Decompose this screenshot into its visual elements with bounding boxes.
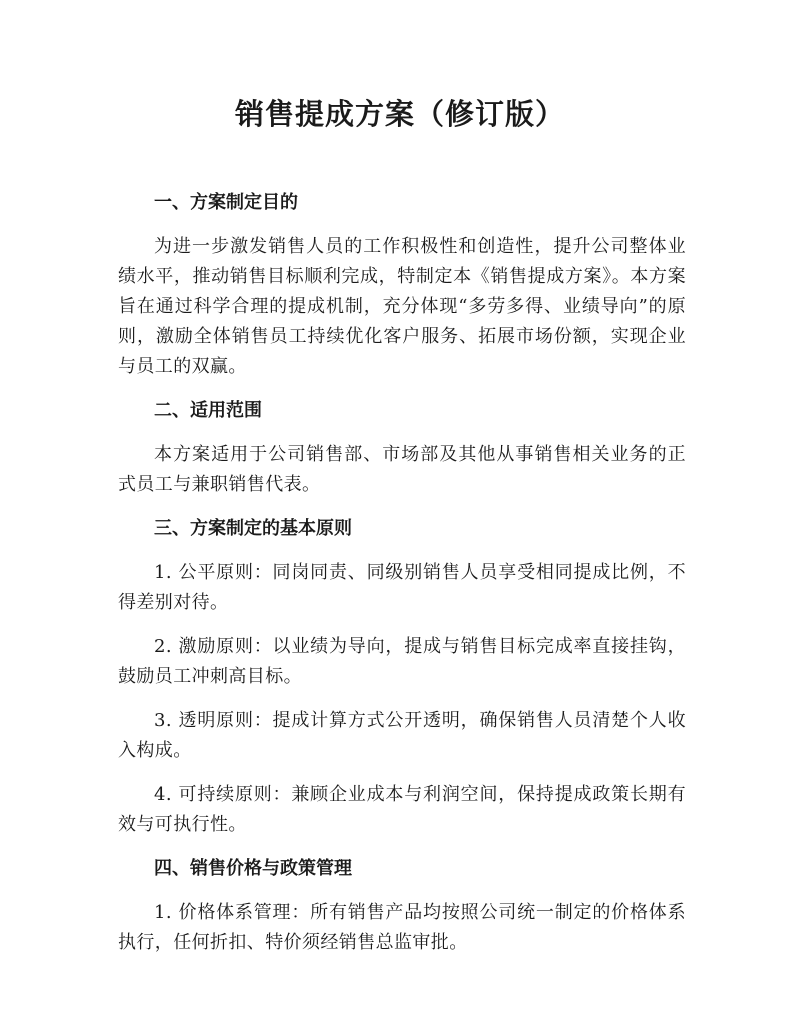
section-pricing-policy	[118, 854, 686, 958]
section-scope	[118, 396, 686, 500]
list-item: 4. 可持续原则：兼顾企业成本与利润空间，保持提成政策长期有效与可执行性。	[118, 784, 686, 835]
list-item: 2. 激励原则：以业绩为导向，提成与销售目标完成率直接挂钩，鼓励员工冲刺高目标。	[118, 636, 686, 687]
list-item: 1. 公平原则：同岗同责、同级别销售人员享受相同提成比例，不得差别对待。	[118, 562, 686, 613]
section-heading: 二、适用范围	[154, 400, 262, 421]
section-principles	[118, 514, 686, 840]
paragraph: 本方案适用于公司销售部、市场部及其他从事销售相关业务的正式员工与兼职销售代表。	[118, 444, 686, 495]
list-item: 1. 价格体系管理：所有销售产品均按照公司统一制定的价格体系执行，任何折扣、特价须经销售总监审批。	[118, 902, 686, 953]
section-heading: 三、方案制定的基本原则	[154, 518, 352, 539]
section-heading: 四、销售价格与政策管理	[154, 858, 352, 879]
list-item: 3. 透明原则：提成计算方式公开透明，确保销售人员清楚个人收入构成。	[118, 710, 686, 761]
section-heading: 一、方案制定目的	[154, 192, 298, 213]
document-title: 销售提成方案（修订版）	[234, 97, 565, 131]
paragraph: 为进一步激发销售人员的工作积极性和创造性，提升公司整体业绩水平，推动销售目标顺利完成，特制定本《销售提成方案》。本方案旨在通过科学合理的提成机制，充分体现“多劳多得、业绩导向”的原则，激励全体销售员工持续优化客户服务、拓展市场份额，实现企业与员工的双赢。	[118, 236, 686, 377]
section-purpose	[118, 188, 686, 382]
document-body	[118, 188, 686, 972]
